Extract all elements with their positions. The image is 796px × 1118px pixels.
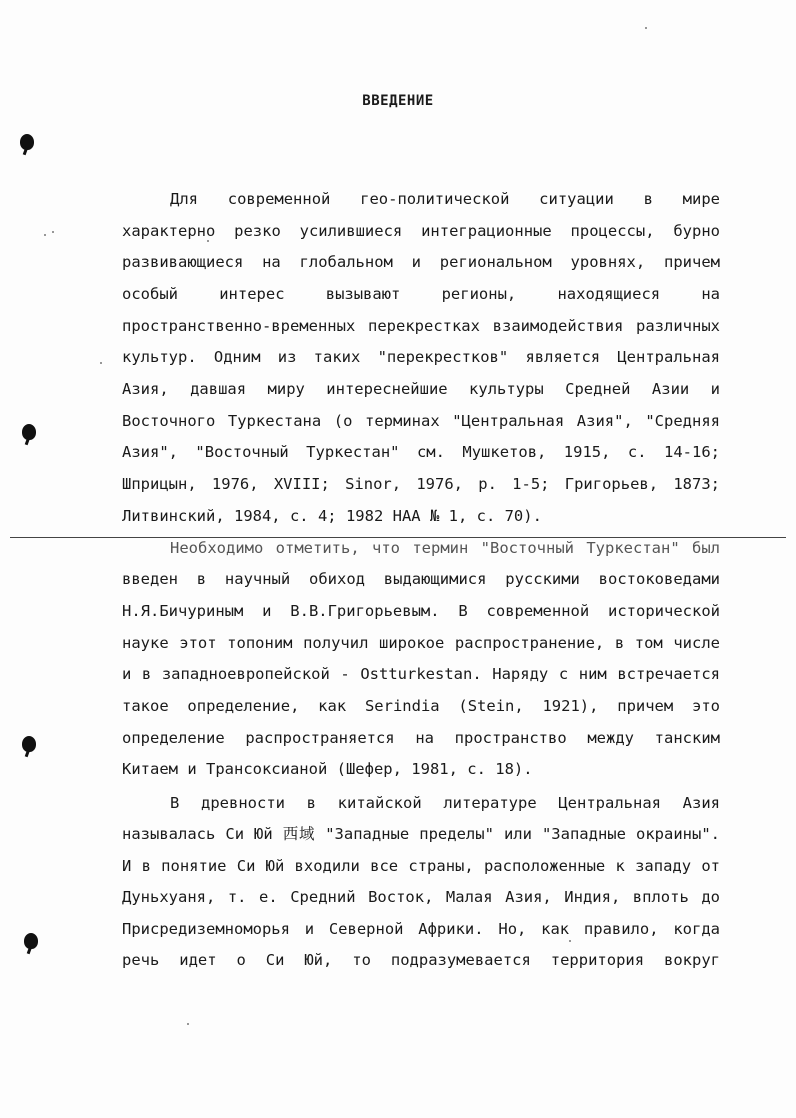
scan-speck (207, 240, 209, 242)
paragraph-1-line-8: Восточного Туркестана (о терминах "Центральная Азия", "Средняя (122, 412, 720, 430)
scan-speck (569, 940, 571, 942)
paragraph-2-line-1: Необходимо отметить, что термин "Восточный Туркестан" был (170, 539, 720, 557)
binder-hole-mark (24, 933, 38, 949)
paragraph-1-line-9: Азия", "Восточный Туркестан" см. Мушкетов, 1915, с. 14-16; (122, 443, 720, 461)
paragraph-3-line-6: речь идет о Си Юй, то подразумевается территория вокруг (122, 951, 720, 969)
paragraph-2-line-7: определение распространяется на пространство между танским (122, 729, 720, 747)
scan-speck (645, 27, 647, 29)
binder-hole-mark (22, 424, 36, 440)
paragraph-1-line-4: особый интерес вызывают регионы, находящиеся на (122, 285, 720, 303)
binder-hole-mark (22, 736, 36, 752)
paragraph-2-line-2: введен в научный обиход выдающимися русскими востоковедами (122, 570, 720, 588)
paragraph-1-line-6: культур. Одним из таких "перекрестков" является Центральная (122, 348, 720, 366)
scan-speck (44, 234, 46, 236)
paragraph-3-line-5: Присредиземноморья и Северной Африки. Но, как правило, когда (122, 920, 720, 938)
paragraph-3-line-4: Дуньхуаня, т. е. Средний Восток, Малая Азия, Индия, вплоть до (122, 888, 720, 906)
paragraph-2-line-3: Н.Я.Бичуриным и В.В.Григорьевым. В современной исторической (122, 602, 720, 620)
paragraph-2-line-6: такое определение, как Serindia (Stein, 1921), причем это (122, 697, 720, 715)
scan-speck (52, 231, 54, 233)
paragraph-1-line-2: характерно резко усилившиеся интеграционные процессы, бурно (122, 222, 720, 240)
paragraph-2-line-8: Китаем и Трансоксианой (Шефер, 1981, с. 18). (122, 760, 533, 778)
binder-hole-mark (20, 134, 34, 150)
paragraph-3-line-2: называлась Си Юй 西域 "Западные пределы" или "Западные окраины". (122, 825, 720, 843)
paragraph-1-line-5: пространственно-временных перекрестках взаимодействия различных (122, 317, 720, 335)
paragraph-1-line-7: Азия, давшая миру интереснейшие культуры Средней Азии и (122, 380, 720, 398)
paragraph-2-line-5: и в западноевропейской - Ostturkestan. Наряду с ним встречается (122, 665, 720, 683)
paragraph-2-line-4: науке этот топоним получил широкое распространение, в том числе (122, 634, 720, 652)
scan-speck (100, 362, 102, 364)
paragraph-3-line-1: В древности в китайской литературе Центральная Азия (170, 794, 720, 812)
paragraph-1-line-10: Шприцын, 1976, XVIII; Sinor, 1976, p. 1-5; Григорьев, 1873; (122, 475, 720, 493)
paragraph-3-line-3: И в понятие Си Юй входили все страны, расположенные к западу от (122, 857, 720, 875)
scan-speck (187, 1023, 189, 1025)
paragraph-1-line-1: Для современной гео-политической ситуации в мире (170, 190, 720, 208)
page-title: ВВЕДЕНИЕ (362, 93, 434, 109)
paragraph-1-line-11: Литвинский, 1984, с. 4; 1982 НАА № 1, с. 70). (122, 507, 542, 525)
paragraph-1-line-3: развивающиеся на глобальном и региональном уровнях, причем (122, 253, 720, 271)
